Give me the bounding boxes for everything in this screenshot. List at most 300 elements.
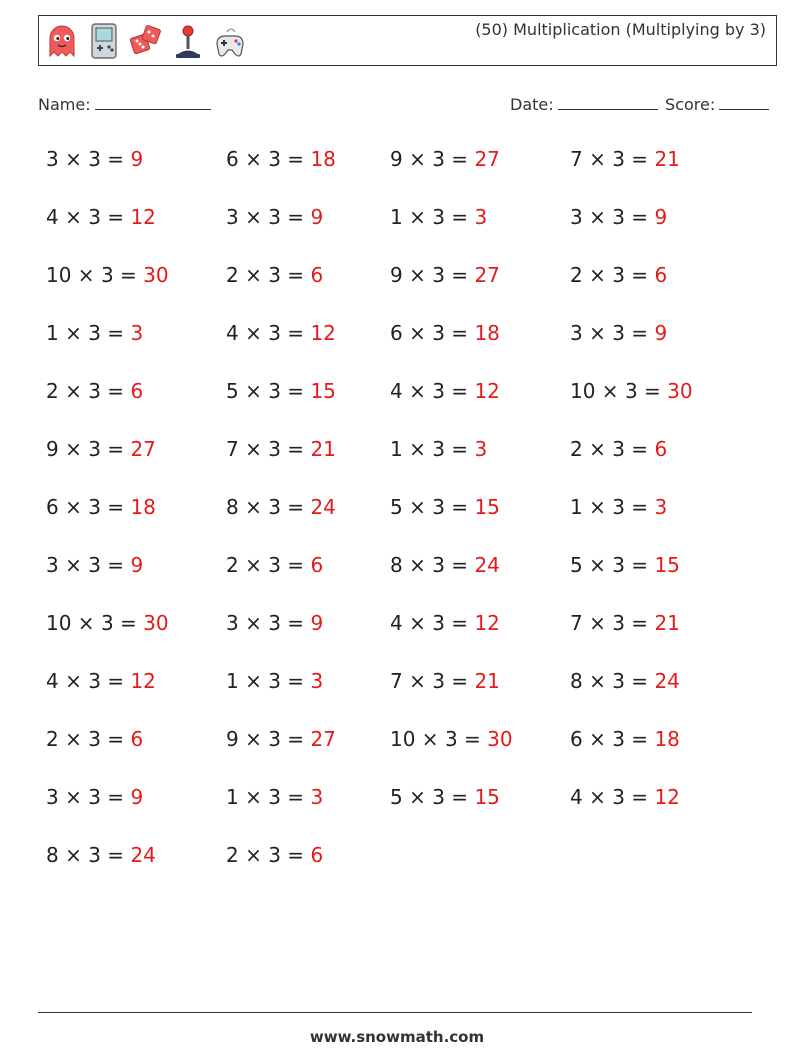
problem-operand-b: 3 [268, 263, 281, 287]
problem-item [570, 147, 680, 171]
problem-answer: 9 [130, 147, 144, 171]
problem-operand-b: 3 [432, 495, 445, 519]
problem-operand-a: 3 [226, 611, 239, 635]
problem-answer: 9 [130, 553, 144, 577]
problem-item [390, 205, 487, 229]
problem-operand-b: 3 [268, 785, 281, 809]
equals-sign: = [457, 727, 488, 751]
problem-answer: 3 [130, 321, 144, 345]
problem-answer: 6 [654, 437, 668, 461]
problem-operand-b: 3 [432, 263, 445, 287]
problem-operand-a: 1 [390, 437, 403, 461]
problem-item [570, 669, 680, 693]
problem-operand-b: 3 [88, 205, 101, 229]
equals-sign: = [113, 611, 144, 635]
problem-operand-a: 1 [46, 321, 59, 345]
problem-operand-a: 10 [46, 263, 72, 287]
problem-operand-b: 3 [432, 321, 445, 345]
problem-item [226, 379, 336, 403]
problem-answer: 21 [310, 437, 336, 461]
problem-operand-a: 4 [570, 785, 583, 809]
equals-sign: = [280, 437, 311, 461]
equals-sign: = [624, 495, 655, 519]
problem-item [46, 843, 156, 867]
problem-item [570, 727, 680, 751]
problem-operand-b: 3 [100, 611, 114, 635]
problem-answer: 9 [654, 321, 668, 345]
problem-answer: 15 [474, 785, 500, 809]
times-sign: × [238, 843, 269, 867]
problem-answer: 6 [654, 263, 668, 287]
problem-operand-a: 2 [226, 843, 239, 867]
equals-sign: = [624, 669, 655, 693]
problem-item [390, 553, 500, 577]
problem-operand-a: 3 [46, 785, 59, 809]
problem-operand-b: 3 [612, 205, 625, 229]
problem-item [46, 379, 143, 403]
problem-operand-b: 3 [268, 553, 281, 577]
problem-operand-b: 3 [432, 437, 445, 461]
problem-answer: 24 [130, 843, 156, 867]
problem-answer: 24 [654, 669, 680, 693]
equals-sign: = [280, 727, 311, 751]
times-sign: × [58, 495, 89, 519]
times-sign: × [595, 379, 625, 403]
problem-item [226, 669, 323, 693]
problem-operand-a: 7 [570, 611, 583, 635]
equals-sign: = [444, 205, 475, 229]
problem-operand-a: 3 [570, 205, 583, 229]
problem-item [390, 147, 500, 171]
problem-answer: 30 [487, 727, 513, 751]
problem-operand-a: 1 [226, 785, 239, 809]
equals-sign: = [637, 379, 668, 403]
problem-item [46, 263, 169, 287]
times-sign: × [58, 727, 89, 751]
equals-sign: = [624, 553, 655, 577]
problem-answer: 3 [474, 205, 488, 229]
times-sign: × [58, 321, 89, 345]
times-sign: × [582, 611, 613, 635]
problem-answer: 3 [474, 437, 488, 461]
problem-operand-a: 10 [570, 379, 596, 403]
problem-operand-a: 4 [226, 321, 239, 345]
equals-sign: = [444, 263, 475, 287]
equals-sign: = [624, 611, 655, 635]
problem-answer: 27 [310, 727, 336, 751]
problem-operand-b: 3 [268, 437, 281, 461]
problem-operand-b: 3 [88, 785, 101, 809]
problem-operand-b: 3 [432, 669, 445, 693]
problem-item [226, 495, 336, 519]
equals-sign: = [100, 321, 131, 345]
problem-operand-b: 3 [432, 611, 445, 635]
problem-item [390, 495, 500, 519]
times-sign: × [582, 205, 613, 229]
times-sign: × [238, 437, 269, 461]
times-sign: × [238, 727, 269, 751]
problem-operand-a: 4 [46, 205, 59, 229]
problem-operand-b: 3 [432, 205, 445, 229]
times-sign: × [238, 147, 269, 171]
problem-operand-b: 3 [88, 495, 101, 519]
equals-sign: = [624, 727, 655, 751]
times-sign: × [58, 437, 89, 461]
problem-answer: 30 [667, 379, 693, 403]
problem-answer: 12 [474, 379, 500, 403]
times-sign: × [402, 147, 433, 171]
problem-operand-a: 7 [226, 437, 239, 461]
problem-item [570, 785, 680, 809]
equals-sign: = [624, 147, 655, 171]
problem-answer: 27 [474, 147, 500, 171]
problem-answer: 6 [310, 553, 324, 577]
problem-answer: 15 [474, 495, 500, 519]
problem-item [570, 379, 693, 403]
times-sign: × [582, 147, 613, 171]
times-sign: × [238, 321, 269, 345]
problem-operand-b: 3 [88, 147, 101, 171]
problem-item [46, 785, 143, 809]
problem-answer: 6 [310, 843, 324, 867]
times-sign: × [58, 785, 89, 809]
equals-sign: = [280, 785, 311, 809]
problem-item [46, 205, 156, 229]
equals-sign: = [444, 321, 475, 345]
problem-operand-b: 3 [88, 437, 101, 461]
equals-sign: = [444, 147, 475, 171]
problem-answer: 21 [654, 611, 680, 635]
equals-sign: = [444, 611, 475, 635]
problem-item [390, 437, 487, 461]
equals-sign: = [100, 727, 131, 751]
problem-operand-a: 4 [46, 669, 59, 693]
problem-item [390, 727, 513, 751]
problem-operand-b: 3 [612, 495, 625, 519]
problem-answer: 18 [654, 727, 680, 751]
times-sign: × [402, 437, 433, 461]
problem-item [46, 147, 143, 171]
problem-operand-b: 3 [624, 379, 638, 403]
problem-item [570, 611, 680, 635]
problem-answer: 12 [310, 321, 336, 345]
times-sign: × [402, 553, 433, 577]
problem-operand-a: 9 [226, 727, 239, 751]
problem-operand-b: 3 [612, 147, 625, 171]
times-sign: × [71, 263, 101, 287]
problem-item [226, 727, 336, 751]
equals-sign: = [100, 495, 131, 519]
problem-operand-b: 3 [88, 669, 101, 693]
equals-sign: = [280, 263, 311, 287]
problem-item [226, 437, 336, 461]
problem-operand-b: 3 [268, 205, 281, 229]
problem-operand-a: 1 [226, 669, 239, 693]
footer-divider [38, 1012, 752, 1013]
problem-operand-b: 3 [268, 379, 281, 403]
problem-item [46, 321, 143, 345]
problem-operand-a: 3 [46, 553, 59, 577]
problem-operand-a: 7 [390, 669, 403, 693]
problem-operand-b: 3 [88, 727, 101, 751]
times-sign: × [402, 611, 433, 635]
equals-sign: = [280, 611, 311, 635]
problem-operand-a: 2 [46, 379, 59, 403]
problem-item [46, 495, 156, 519]
equals-sign: = [100, 843, 131, 867]
problem-operand-a: 3 [226, 205, 239, 229]
date-label: Date: [510, 95, 554, 114]
problem-operand-a: 9 [46, 437, 59, 461]
equals-sign: = [100, 553, 131, 577]
problem-operand-a: 8 [46, 843, 59, 867]
problem-item [46, 553, 143, 577]
problem-operand-b: 3 [100, 263, 114, 287]
problem-operand-b: 3 [444, 727, 458, 751]
problem-answer: 12 [474, 611, 500, 635]
problem-answer: 18 [474, 321, 500, 345]
problem-operand-a: 4 [390, 611, 403, 635]
problem-answer: 18 [130, 495, 156, 519]
equals-sign: = [100, 205, 131, 229]
problem-operand-a: 8 [226, 495, 239, 519]
times-sign: × [58, 147, 89, 171]
problem-answer: 6 [130, 379, 144, 403]
problem-operand-b: 3 [88, 379, 101, 403]
problem-item [570, 553, 680, 577]
problem-answer: 9 [654, 205, 668, 229]
equals-sign: = [280, 495, 311, 519]
footer-url: www.snowmath.com [309, 1028, 485, 1046]
problem-operand-b: 3 [88, 553, 101, 577]
problem-item [226, 321, 336, 345]
problem-answer: 15 [654, 553, 680, 577]
times-sign: × [238, 669, 269, 693]
problem-answer: 12 [654, 785, 680, 809]
problem-operand-b: 3 [612, 785, 625, 809]
times-sign: × [238, 495, 269, 519]
times-sign: × [58, 843, 89, 867]
equals-sign: = [444, 495, 475, 519]
problem-operand-b: 3 [268, 147, 281, 171]
problem-operand-a: 6 [390, 321, 403, 345]
times-sign: × [582, 785, 613, 809]
equals-sign: = [280, 321, 311, 345]
problem-answer: 6 [310, 263, 324, 287]
times-sign: × [582, 669, 613, 693]
problem-answer: 6 [130, 727, 144, 751]
equals-sign: = [444, 379, 475, 403]
problem-answer: 18 [310, 147, 336, 171]
problem-operand-a: 7 [570, 147, 583, 171]
problem-operand-b: 3 [268, 495, 281, 519]
equals-sign: = [280, 147, 311, 171]
problem-operand-a: 5 [390, 785, 403, 809]
problem-operand-a: 3 [570, 321, 583, 345]
problem-answer: 9 [130, 785, 144, 809]
problem-item [226, 785, 323, 809]
problem-item [570, 205, 667, 229]
problem-answer: 24 [310, 495, 336, 519]
problem-answer: 9 [310, 205, 324, 229]
problem-item [46, 669, 156, 693]
problem-operand-b: 3 [612, 263, 625, 287]
times-sign: × [58, 379, 89, 403]
problem-operand-a: 5 [390, 495, 403, 519]
problem-answer: 15 [310, 379, 336, 403]
problem-item [570, 263, 667, 287]
times-sign: × [402, 669, 433, 693]
problem-item [46, 437, 156, 461]
problem-answer: 3 [310, 669, 324, 693]
problem-answer: 27 [130, 437, 156, 461]
problem-operand-b: 3 [612, 321, 625, 345]
problem-answer: 24 [474, 553, 500, 577]
equals-sign: = [100, 379, 131, 403]
equals-sign: = [444, 785, 475, 809]
equals-sign: = [280, 669, 311, 693]
times-sign: × [238, 379, 269, 403]
problem-item [226, 843, 323, 867]
equals-sign: = [280, 553, 311, 577]
times-sign: × [582, 727, 613, 751]
problem-answer: 9 [310, 611, 324, 635]
problem-operand-b: 3 [612, 669, 625, 693]
problem-item [390, 785, 500, 809]
problem-operand-a: 10 [46, 611, 72, 635]
equals-sign: = [624, 205, 655, 229]
score-label: Score: [665, 95, 716, 114]
problem-operand-a: 2 [226, 263, 239, 287]
problem-operand-b: 3 [612, 611, 625, 635]
problem-operand-a: 8 [570, 669, 583, 693]
times-sign: × [238, 553, 269, 577]
problem-operand-a: 2 [570, 263, 583, 287]
problem-operand-a: 1 [390, 205, 403, 229]
problem-operand-b: 3 [268, 669, 281, 693]
problem-answer: 21 [474, 669, 500, 693]
problem-operand-a: 5 [226, 379, 239, 403]
problem-answer: 3 [654, 495, 668, 519]
problem-item [390, 669, 500, 693]
times-sign: × [402, 321, 433, 345]
times-sign: × [402, 205, 433, 229]
times-sign: × [582, 495, 613, 519]
times-sign: × [582, 263, 613, 287]
times-sign: × [238, 205, 269, 229]
problem-answer: 12 [130, 205, 156, 229]
problem-item [226, 147, 336, 171]
equals-sign: = [100, 785, 131, 809]
equals-sign: = [100, 669, 131, 693]
times-sign: × [582, 321, 613, 345]
problem-operand-b: 3 [432, 553, 445, 577]
problem-operand-a: 1 [570, 495, 583, 519]
problem-operand-a: 5 [570, 553, 583, 577]
times-sign: × [58, 205, 89, 229]
times-sign: × [402, 379, 433, 403]
problem-operand-a: 9 [390, 263, 403, 287]
problem-operand-b: 3 [268, 611, 281, 635]
problem-operand-a: 9 [390, 147, 403, 171]
times-sign: × [582, 553, 613, 577]
problem-item [390, 321, 500, 345]
problem-item [46, 727, 143, 751]
times-sign: × [71, 611, 101, 635]
problem-item [570, 321, 667, 345]
problem-item [390, 611, 500, 635]
problem-item [226, 263, 323, 287]
equals-sign: = [624, 785, 655, 809]
problem-item [570, 495, 667, 519]
problem-item [390, 379, 500, 403]
worksheet-title: (50) Multiplication (Multiplying by 3) [475, 20, 766, 39]
times-sign: × [58, 553, 89, 577]
equals-sign: = [100, 147, 131, 171]
problem-operand-b: 3 [268, 843, 281, 867]
equals-sign: = [100, 437, 131, 461]
equals-sign: = [280, 205, 311, 229]
problem-operand-b: 3 [268, 727, 281, 751]
times-sign: × [582, 437, 613, 461]
times-sign: × [402, 495, 433, 519]
problem-operand-b: 3 [432, 785, 445, 809]
times-sign: × [238, 785, 269, 809]
problem-item [226, 553, 323, 577]
problem-operand-a: 4 [390, 379, 403, 403]
problem-operand-b: 3 [612, 437, 625, 461]
problem-operand-a: 10 [390, 727, 416, 751]
problem-operand-a: 8 [390, 553, 403, 577]
problem-item [46, 611, 169, 635]
equals-sign: = [624, 263, 655, 287]
problem-operand-a: 2 [570, 437, 583, 461]
equals-sign: = [624, 437, 655, 461]
problem-answer: 30 [143, 611, 169, 635]
problem-operand-b: 3 [268, 321, 281, 345]
problem-operand-a: 2 [46, 727, 59, 751]
problem-operand-b: 3 [432, 379, 445, 403]
problem-answer: 12 [130, 669, 156, 693]
problem-operand-b: 3 [612, 553, 625, 577]
problem-operand-b: 3 [88, 843, 101, 867]
problem-operand-b: 3 [612, 727, 625, 751]
times-sign: × [238, 611, 269, 635]
problem-answer: 21 [654, 147, 680, 171]
equals-sign: = [444, 553, 475, 577]
problem-answer: 3 [310, 785, 324, 809]
times-sign: × [402, 785, 433, 809]
problem-operand-a: 3 [46, 147, 59, 171]
problem-item [390, 263, 500, 287]
equals-sign: = [113, 263, 144, 287]
problem-answer: 30 [143, 263, 169, 287]
problem-item [226, 611, 323, 635]
problem-operand-b: 3 [88, 321, 101, 345]
problem-operand-a: 6 [46, 495, 59, 519]
equals-sign: = [444, 669, 475, 693]
problem-item [570, 437, 667, 461]
times-sign: × [402, 263, 433, 287]
times-sign: × [415, 727, 445, 751]
problem-answer: 27 [474, 263, 500, 287]
problem-item [226, 205, 323, 229]
name-label: Name: [38, 95, 91, 114]
equals-sign: = [280, 379, 311, 403]
problem-operand-b: 3 [432, 147, 445, 171]
times-sign: × [58, 669, 89, 693]
equals-sign: = [444, 437, 475, 461]
